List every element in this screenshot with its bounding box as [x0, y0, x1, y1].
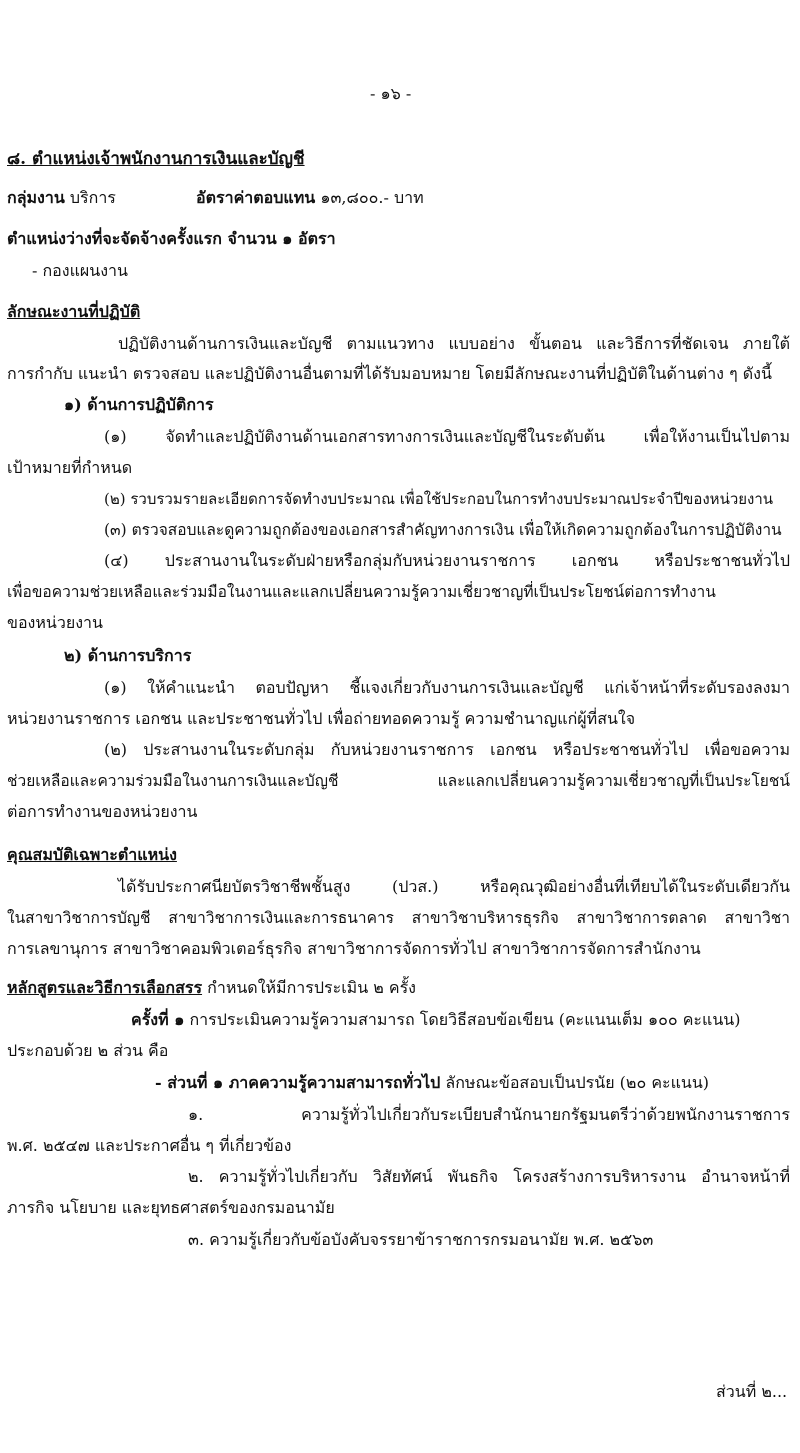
duty-item: (๒) รวบรวมรายละเอียดการจัดทำงบประมาณ เพื่อใช้ประกอบในการทำงบประมาณประจำปีของหน่วยงาน — [104, 490, 774, 508]
duty-item: (๑) จัดทำและปฏิบัติงานด้านเอกสารทางการเงินและบัญชีในระดับต้น เพื่อให้งานเป็นไปตาม — [104, 427, 790, 446]
duty-item-cont: เพื่อขอความช่วยเหลือและร่วมมือในงานและแลกเปลี่ยนความรู้ความเชี่ยวชาญที่เป็นประโยชน์ต่อการทำงาน — [7, 583, 716, 601]
qualification-line: ได้รับประกาศนียบัตรวิชาชีพชั้นสูง (ปวส.) หรือคุณวุฒิอย่างอื่นที่เทียบได้ในระดับเดียวกัน — [118, 877, 790, 896]
duty-item: (๓) ตรวจสอบและดูความถูกต้องของเอกสารสำคัญทางการเงิน เพื่อให้เกิดความถูกต้องในการปฏิบัติงาน — [104, 521, 782, 539]
exam-topic: ๓. ความรู้เกี่ยวกับข้อบังคับจรรยาข้าราชการกรมอนามัย พ.ศ. ๒๕๖๓ — [188, 1230, 654, 1249]
selection-title-rest: กำหนดให้มีการประเมิน ๒ ครั้ง — [207, 978, 416, 997]
qualification-line: ในสาขาวิชาการบัญชี สาขาวิชาการเงินและการธนาคาร สาขาวิชาบริหารธุรกิจ สาขาวิชาการตลาด สาขาวิชา — [7, 909, 790, 927]
group-label: กลุ่มงาน — [7, 188, 65, 207]
next-page-marker: ส่วนที่ ๒... — [716, 1382, 788, 1401]
duties-intro-line: ปฏิบัติงานด้านการเงินและบัญชี ตามแนวทาง แบบอย่าง ขั้นตอน และวิธีการที่ชัดเจน ภายใต้ — [118, 334, 790, 353]
duties-intro-line: การกำกับ แนะนำ ตรวจสอบ และปฏิบัติงานอื่นตามที่ได้รับมอบหมาย โดยมีลักษณะงานที่ปฏิบัติในด้านต่าง ๆ ดังนี้ — [7, 364, 772, 383]
section-operations-title: ๑) ด้านการปฏิบัติการ — [64, 395, 214, 414]
vacancy-line: ตำแหน่งว่างที่จะจัดจ้างครั้งแรก จำนวน ๑ อัตรา — [7, 229, 336, 248]
group-value: บริการ — [69, 188, 116, 207]
group-row — [7, 187, 116, 209]
duty-item: (๒) ประสานงานในระดับกลุ่ม กับหน่วยงานราชการ เอกชน หรือประชาชนทั่วไป เพื่อขอความ — [104, 740, 790, 759]
page-number: - ๑๖ - — [370, 84, 412, 103]
duties-title: ลักษณะงานที่ปฏิบัติ — [7, 302, 141, 321]
exam-topic-cont: ภารกิจ นโยบาย และยุทธศาสตร์ของกรมอนามัย — [7, 1198, 335, 1217]
section-service-title: ๒) ด้านการบริการ — [64, 646, 192, 665]
qualification-line: การเลขานุการ สาขาวิชาคอมพิวเตอร์ธุรกิจ สาขาวิชาการจัดการทั่วไป สาขาวิชาการจัดการสำนักงาน — [7, 939, 701, 958]
position-heading: ๘. ตำแหน่งเจ้าพนักงานการเงินและบัญชี — [7, 149, 305, 169]
duty-item-cont: ต่อการทำงานของหน่วยงาน — [7, 802, 198, 821]
pay-label: อัตราค่าตอบแทน — [196, 188, 316, 207]
round1-cont: ประกอบด้วย ๒ ส่วน คือ — [7, 1041, 169, 1060]
exam-topic-cont: พ.ศ. ๒๕๔๗ และประกาศอื่น ๆ ที่เกี่ยวข้อง — [7, 1136, 292, 1155]
round1-label: ครั้งที่ ๑ — [131, 1010, 185, 1029]
part1-label: - ส่วนที่ ๑ ภาคความรู้ความสามารถทั่วไป — [155, 1073, 441, 1092]
part1-text: ลักษณะข้อสอบเป็นปรนัย (๒๐ คะแนน) — [445, 1073, 710, 1092]
duty-item: (๑) ให้คำแนะนำ ตอบปัญหา ชี้แจงเกี่ยวกับงานการเงินและบัญชี แก่เจ้าหน้าที่ระดับรองลงมา — [104, 678, 790, 697]
duty-item-cont: หน่วยงานราชการ เอกชน และประชาชนทั่วไป เพื่อถ่ายทอดความรู้ ความชำนาญแก่ผู้ที่สนใจ — [7, 709, 636, 728]
part1-row — [155, 1072, 709, 1094]
round1-text: การประเมินความรู้ความสามารถ โดยวิธีสอบข้อเขียน (คะแนนเต็ม ๑๐๐ คะแนน) — [189, 1010, 741, 1029]
division-line: - กองแผนงาน — [32, 261, 128, 280]
qualifications-title: คุณสมบัติเฉพาะตำแหน่ง — [7, 845, 177, 864]
duty-item-cont: ของหน่วยงาน — [7, 613, 103, 632]
selection-title: หลักสูตรและวิธีการเลือกสรร — [7, 978, 203, 997]
duty-item-cont: เป้าหมายที่กำหนด — [7, 458, 133, 477]
duty-item-cont: ช่วยเหลือและความร่วมมือในงานการเงินและบัญชี และแลกเปลี่ยนความรู้ความเชี่ยวชาญที่เป็นประโยชน์ — [7, 772, 790, 790]
round1-row — [131, 1009, 740, 1031]
selection-title-row — [7, 977, 416, 999]
exam-topic: ๑. ความรู้ทั่วไปเกี่ยวกับระเบียบสำนักนายกรัฐมนตรีว่าด้วยพนักงานราชการ — [188, 1105, 790, 1124]
pay-value: ๑๓,๘๐๐.- บาท — [320, 188, 424, 207]
pay-row — [196, 187, 424, 209]
exam-topic: ๒. ความรู้ทั่วไปเกี่ยวกับ วิสัยทัศน์ พันธกิจ โครงสร้างการบริหารงาน อำนาจหน้าที่ — [188, 1167, 790, 1186]
duty-item: (๔) ประสานงานในระดับฝ่ายหรือกลุ่มกับหน่วยงานราชการ เอกชน หรือประชาชนทั่วไป — [104, 551, 790, 570]
